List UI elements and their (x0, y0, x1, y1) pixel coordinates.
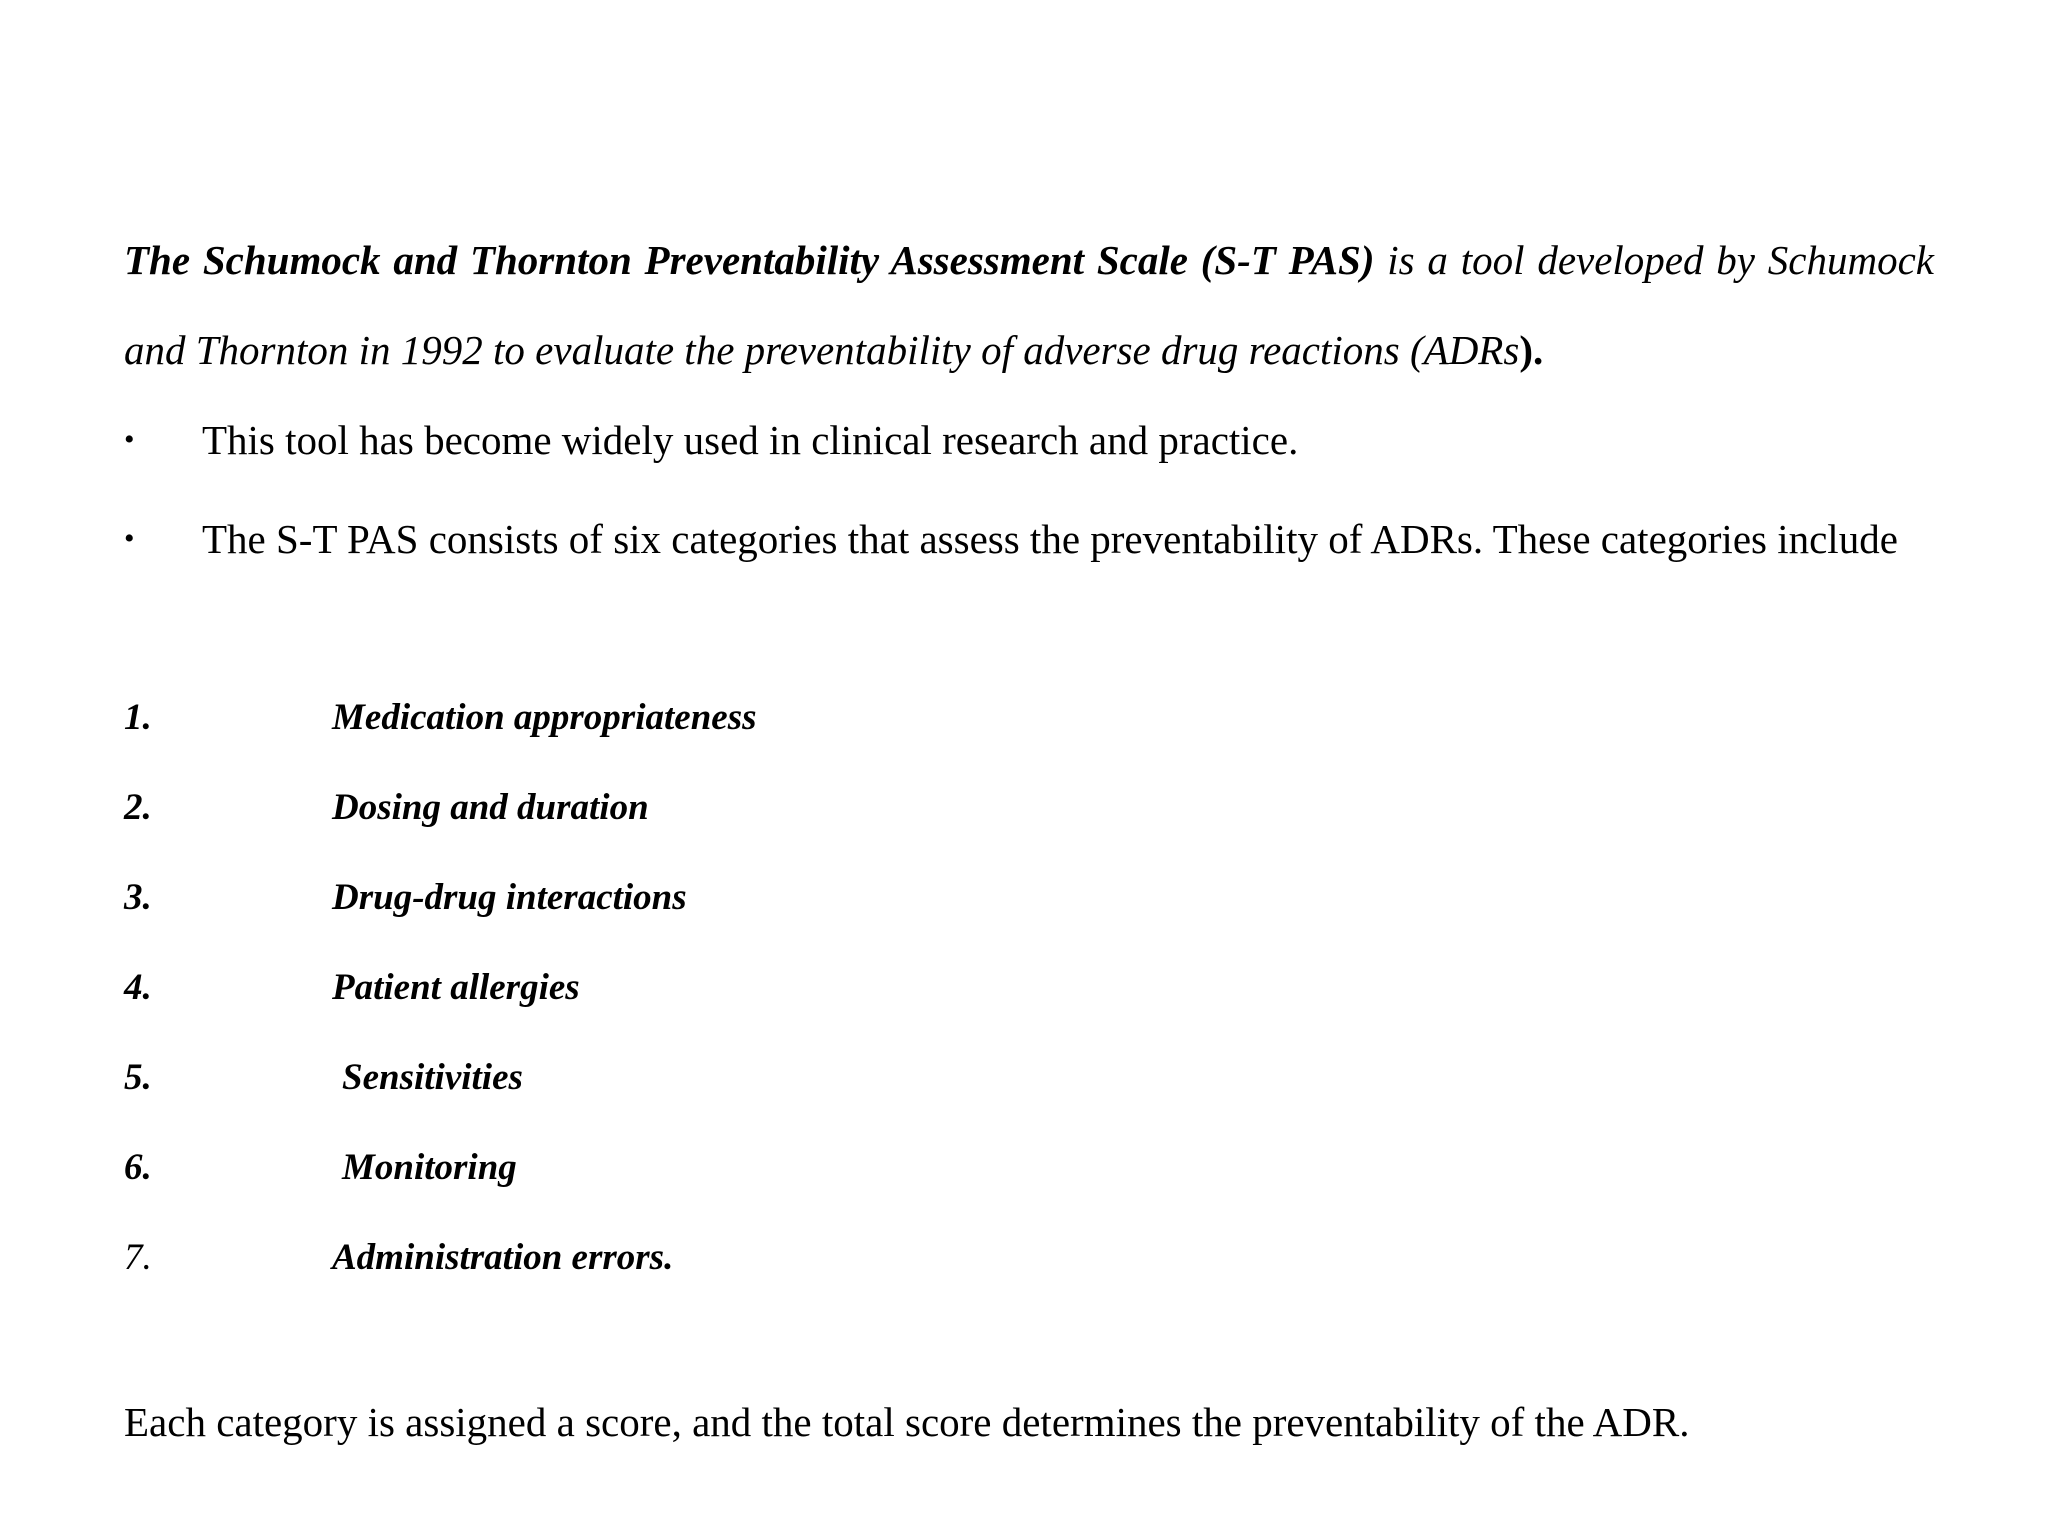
category-number: 4. (124, 967, 152, 1008)
category-label: Patient allergies (332, 967, 580, 1008)
category-label: Drug-drug interactions (332, 877, 687, 918)
bullet-text: The S-T PAS consists of six categories that assess the preventability of ADRs. These categories include (202, 516, 1898, 562)
intro-paragraph (124, 215, 1934, 395)
category-label: Sensitivities (342, 1057, 523, 1098)
intro-title: The Schumock and Thornton Preventability Assessment Scale (S-T PAS) (124, 237, 1375, 283)
category-label: Administration errors. (332, 1237, 674, 1278)
bullet-text: This tool has become widely used in clinical research and practice. (202, 417, 1299, 463)
bullet-icon: • (124, 522, 135, 555)
category-number: 7. (124, 1237, 152, 1278)
category-number: 5. (124, 1057, 152, 1098)
category-number: 2. (124, 787, 152, 828)
category-label: Medication appropriateness (332, 697, 757, 738)
bullet-item (124, 395, 1934, 485)
bullet-icon: • (124, 423, 135, 456)
intro-text: is a tool developed by Schumock and Thornton in 1992 to evaluate the preventability of adverse drug reactions (ADRs (124, 237, 1935, 373)
category-number: 1. (124, 697, 152, 738)
intro-closing: ). (1519, 327, 1544, 373)
category-label: Dosing and duration (332, 787, 649, 828)
category-number: 3. (124, 877, 152, 918)
bullet-item (124, 494, 1934, 584)
conclusion-text: Each category is assigned a score, and the total score determines the preventability of the ADR. (124, 1399, 1690, 1445)
category-label: Monitoring (342, 1147, 517, 1188)
category-number: 6. (124, 1147, 152, 1188)
